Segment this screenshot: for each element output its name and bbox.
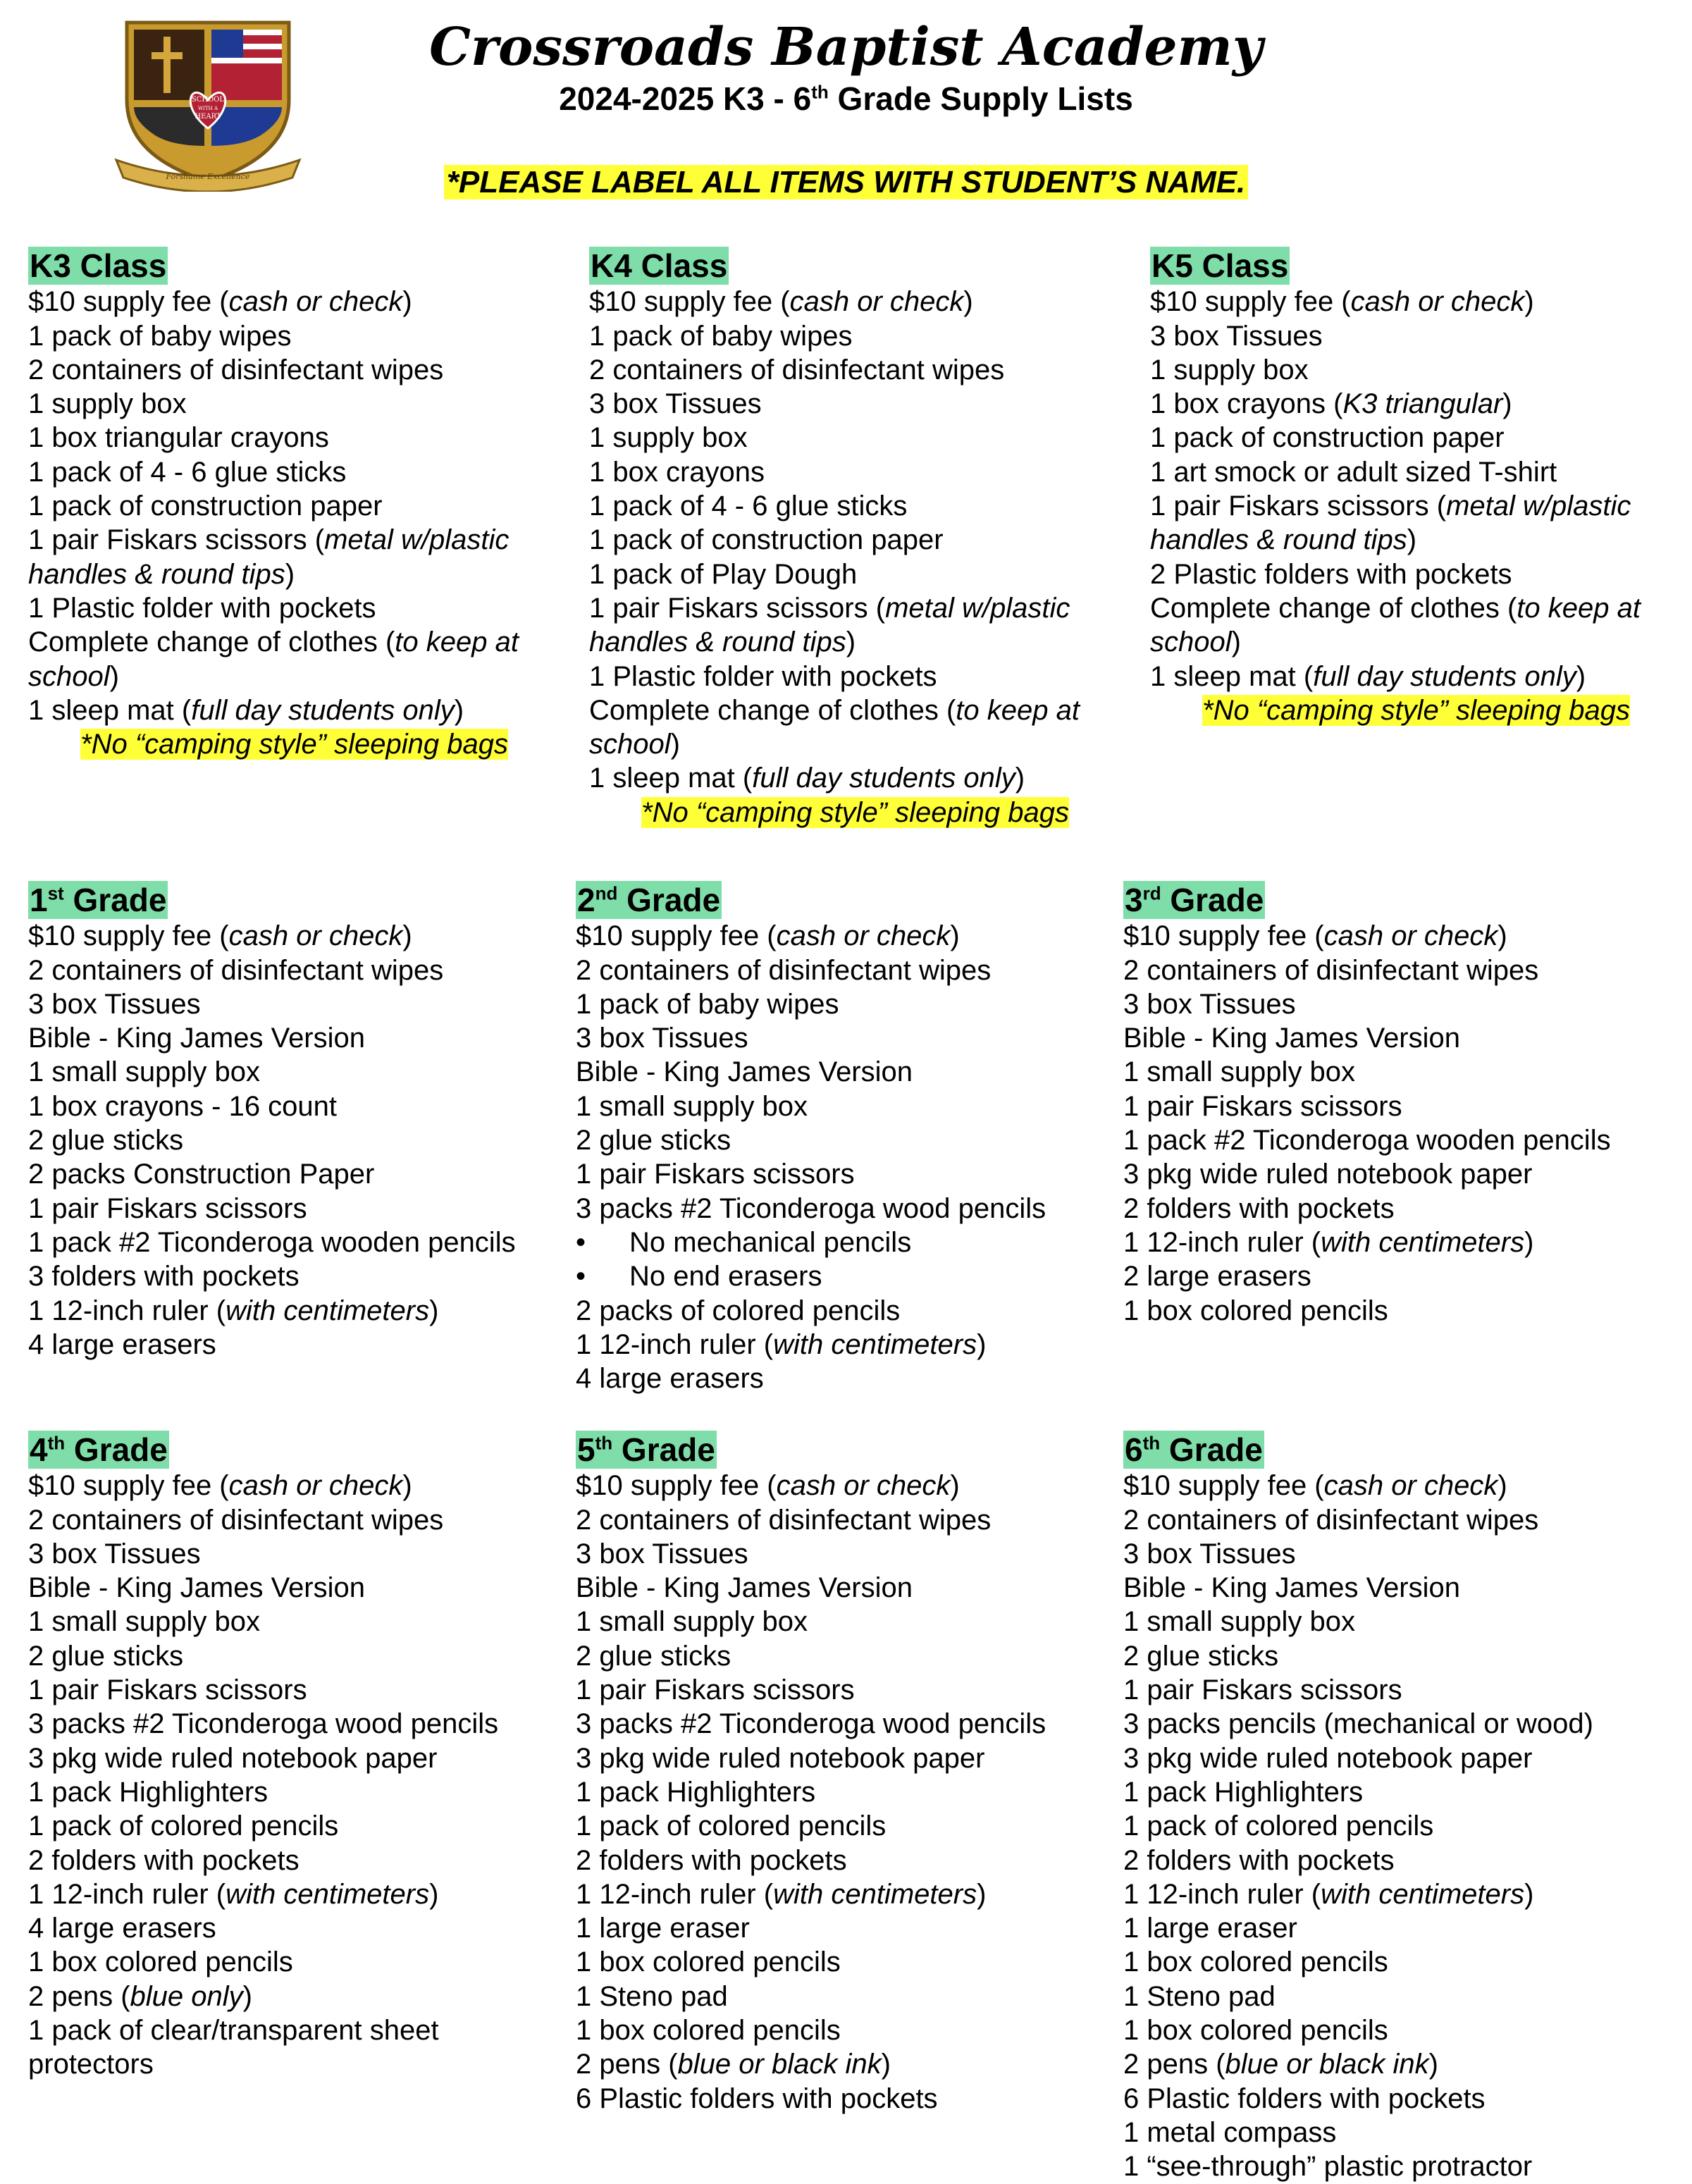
supply-item: 1 sleep mat (full day students only) [589,763,1025,794]
supply-item: 1 supply box [589,422,748,454]
supply-item: 2 folders with pockets [576,1844,847,1876]
supply-item: 1 12-inch ruler (with centimeters) [28,1878,439,1910]
supply-item: 1 pack of construction paper [589,524,944,556]
k5-heading: K5 Class [1151,247,1289,284]
supply-item: 1 pack of Play Dough [589,558,858,590]
logo-text-with: WITH A [197,106,218,111]
supply-item: Complete change of clothes (to keep at [589,694,1080,726]
supply-item: 1 box triangular crayons [28,422,329,454]
k5-sleeping-bag-note: *No “camping style” sleeping bags [1202,694,1630,726]
supply-item: 2 packs of colored pencils [576,1295,901,1326]
supply-item: 1 Plastic folder with pockets [589,660,937,692]
supply-item: 1 Steno pad [1123,1980,1276,2012]
supply-item: protectors [28,2049,154,2080]
supply-item: 2 glue sticks [1123,1640,1279,1672]
k3-heading: K3 Class [30,247,167,284]
supply-item: 2 containers of disinfectant wipes [28,954,444,986]
supply-item: handles & round tips) [28,558,295,590]
supply-item: 1 small supply box [576,1090,808,1122]
supply-item: 3 pkg wide ruled notebook paper [28,1742,438,1774]
supply-item: 1 small supply box [28,1606,261,1638]
supply-item: 2 folders with pockets [1123,1844,1395,1876]
grade-2-list [576,881,1111,1395]
supply-item: 1 pack of construction paper [1150,422,1505,454]
supply-item: 2 glue sticks [576,1640,731,1672]
supply-item: 1 pair Fiskars scissors [1123,1674,1402,1706]
supply-item: 2 folders with pockets [1123,1192,1395,1224]
grade-6-heading: 6th Grade [1125,1431,1263,1468]
supply-item: 1 box colored pencils [28,1947,293,1978]
supply-item: 2 containers of disinfectant wipes [576,1504,992,1536]
supply-item: 1 small supply box [1123,1056,1356,1088]
supply-item: 1 pair Fiskars scissors [1123,1090,1402,1122]
supply-item: 1 pair Fiskars scissors [28,1192,307,1224]
supply-item: 1 pack of colored pencils [576,1810,887,1842]
k3-sleeping-bag-note: *No “camping style” sleeping bags [80,729,508,760]
supply-item: • No end erasers [576,1261,822,1292]
label-items-notice: *PLEASE LABEL ALL ITEMS WITH STUDENT’S NAME. [0,164,1692,202]
supply-item: school) [28,660,119,692]
supply-item: 4 large erasers [28,1328,216,1360]
school-name: Crossroads Baptist Academy [429,17,1263,78]
supply-item: 1 pack of construction paper [28,491,383,522]
supply-item: 1 large eraser [1123,1913,1297,1944]
supply-item: 1 box colored pencils [576,1947,841,1978]
grade-4-heading: 4th Grade [30,1431,168,1468]
supply-item: 3 packs #2 Ticonderoga wood pencils [576,1708,1046,1740]
supply-item: 1 Steno pad [576,1980,728,2012]
grade-4-list [28,1431,564,2082]
supply-item: 1 12-inch ruler (with centimeters) [1123,1226,1534,1258]
grade-5-heading: 5th Grade [577,1431,715,1468]
supply-item: 1 large eraser [576,1913,750,1944]
supply-item: 1 12-inch ruler (with centimeters) [576,1328,987,1360]
supply-item: 1 pack of baby wipes [28,320,292,352]
supply-item: $10 supply fee (cash or check) [1123,920,1507,952]
supply-item: $10 supply fee (cash or check) [1150,286,1534,318]
grade-1-heading: 1st Grade [30,882,167,918]
supply-item: school) [589,729,680,760]
supply-item: 4 large erasers [576,1363,764,1395]
supply-item: $10 supply fee (cash or check) [576,1470,960,1502]
supply-item: 1 pair Fiskars scissors [28,1674,307,1706]
supply-item: 2 pens (blue or black ink) [1123,2049,1438,2080]
supply-item: 1 box crayons - 16 count [28,1090,338,1122]
supply-item: 1 art smock or adult sized T-shirt [1150,456,1557,488]
supply-list-subtitle: 2024-2025 K3 - 6th Grade Supply Lists [559,80,1133,117]
supply-item: 4 large erasers [28,1913,216,1944]
supply-item: 1 box colored pencils [576,2015,841,2047]
supply-item: 2 containers of disinfectant wipes [1123,1504,1539,1536]
supply-item: 1 pack Highlighters [28,1776,268,1808]
supply-item: Bible - King James Version [576,1572,913,1604]
supply-item: 1 Plastic folder with pockets [28,592,376,624]
supply-item: 3 packs #2 Ticonderoga wood pencils [576,1192,1046,1224]
supply-item: Bible - King James Version [1123,1572,1461,1604]
supply-item: 6 Plastic folders with pockets [1123,2083,1486,2114]
grade-5-list [576,1431,1111,2116]
supply-item: $10 supply fee (cash or check) [28,286,412,318]
supply-item: 1 pair Fiskars scissors (metal w/plastic [28,524,510,556]
k4-class-list [589,247,1125,829]
supply-item: 3 packs #2 Ticonderoga wood pencils [28,1708,499,1740]
grade-3-heading: 3rd Grade [1125,882,1264,918]
supply-item: 1 small supply box [576,1606,808,1638]
supply-item: 1 pack Highlighters [1123,1776,1364,1808]
supply-item: 3 box Tissues [576,1023,748,1054]
supply-item: 1 pack of baby wipes [576,988,839,1020]
supply-item: 1 box colored pencils [1123,2015,1388,2047]
supply-item: 2 glue sticks [576,1125,731,1156]
supply-item: Complete change of clothes (to keep at [28,627,519,658]
supply-item: 2 folders with pockets [28,1844,300,1876]
supply-item: $10 supply fee (cash or check) [1123,1470,1507,1502]
supply-item: 1 small supply box [1123,1606,1356,1638]
supply-item: 2 containers of disinfectant wipes [589,354,1005,385]
k3-class-list [28,247,550,761]
supply-item: 1 supply box [1150,354,1309,385]
supply-item: 2 containers of disinfectant wipes [28,1504,444,1536]
supply-item: 2 containers of disinfectant wipes [1123,954,1539,986]
supply-item: 3 box Tissues [576,1538,748,1569]
supply-item: 1 pack of 4 - 6 glue sticks [589,491,908,522]
supply-item: $10 supply fee (cash or check) [576,920,960,952]
supply-item: 1 12-inch ruler (with centimeters) [28,1295,439,1326]
supply-item: 1 pair Fiskars scissors [576,1159,855,1190]
supply-item: 3 box Tissues [28,988,201,1020]
supply-item: • No mechanical pencils [576,1226,912,1258]
supply-item: 1 box colored pencils [1123,1947,1388,1978]
supply-item: 2 Plastic folders with pockets [1150,558,1512,590]
supply-item: 3 box Tissues [1123,1538,1296,1569]
supply-item: 3 pkg wide ruled notebook paper [1123,1159,1533,1190]
grade-3-list [1123,881,1673,1328]
supply-item: 2 pens (blue only) [28,1980,252,2012]
supply-item: $10 supply fee (cash or check) [28,1470,412,1502]
supply-item: 2 packs Construction Paper [28,1159,375,1190]
supply-item: 1 box colored pencils [1123,1295,1388,1326]
supply-item: 1 pair Fiskars scissors [576,1674,855,1706]
supply-item: $10 supply fee (cash or check) [589,286,973,318]
supply-item: Bible - King James Version [576,1056,913,1088]
supply-item: 3 box Tissues [589,388,762,420]
supply-item: 2 glue sticks [28,1125,184,1156]
supply-item: 1 pack of 4 - 6 glue sticks [28,456,347,488]
supply-item: 1 pack Highlighters [576,1776,816,1808]
supply-item: 3 folders with pockets [28,1261,300,1292]
supply-item: 1 sleep mat (full day students only) [28,694,464,726]
supply-item: 6 Plastic folders with pockets [576,2083,938,2114]
supply-item: 1 12-inch ruler (with centimeters) [576,1878,987,1910]
supply-item: 2 containers of disinfectant wipes [576,954,992,986]
supply-item: 1 box crayons [589,456,765,488]
grade-6-list [1123,1431,1673,2184]
supply-item: 3 packs pencils (mechanical or wood) [1123,1708,1593,1740]
k4-sleeping-bag-note: *No “camping style” sleeping bags [641,796,1069,828]
logo-text-school: SCHOOL [191,96,225,104]
supply-item: 2 large erasers [1123,1261,1311,1292]
logo-text-heart: HEART [194,113,221,121]
supply-item: 1 pair Fiskars scissors (metal w/plastic [589,592,1070,624]
supply-item: 1 pack of colored pencils [28,1810,339,1842]
supply-item: Bible - King James Version [28,1572,366,1604]
supply-item: 2 glue sticks [28,1640,184,1672]
supply-item: 1 supply box [28,388,187,420]
supply-item: 2 pens (blue or black ink) [576,2049,891,2080]
supply-item: 3 box Tissues [1150,320,1323,352]
supply-item: 2 containers of disinfectant wipes [28,354,444,385]
supply-item: 1 sleep mat (full day students only) [1150,660,1586,692]
supply-item: 3 box Tissues [1123,988,1296,1020]
supply-item: 1 pack of colored pencils [1123,1810,1434,1842]
supply-item: 3 pkg wide ruled notebook paper [576,1742,985,1774]
supply-item: 1 “see-through” plastic protractor [1123,2151,1533,2183]
supply-item: school) [1150,627,1241,658]
supply-item: 1 pair Fiskars scissors (metal w/plastic [1150,491,1631,522]
supply-item: Complete change of clothes (to keep at [1150,592,1641,624]
supply-item: 3 box Tissues [28,1538,201,1569]
supply-item: Bible - King James Version [1123,1023,1461,1054]
supply-item: handles & round tips) [589,627,856,658]
supply-item: 1 12-inch ruler (with centimeters) [1123,1878,1534,1910]
supply-item: 1 metal compass [1123,2116,1337,2148]
supply-item: 1 pack of baby wipes [589,320,853,352]
supply-item: 1 pack of clear/transparent sheet [28,2015,439,2047]
supply-item: Bible - King James Version [28,1023,366,1054]
supply-item: handles & round tips) [1150,524,1417,556]
k4-heading: K4 Class [591,247,728,284]
supply-item: $10 supply fee (cash or check) [28,920,412,952]
supply-item: 1 pack #2 Ticonderoga wooden pencils [28,1226,516,1258]
supply-item: 3 pkg wide ruled notebook paper [1123,1742,1533,1774]
k5-class-list [1150,247,1686,727]
supply-item: 1 box crayons (K3 triangular) [1150,388,1512,420]
supply-item: 1 pack #2 Ticonderoga wooden pencils [1123,1125,1611,1156]
grade-1-list [28,881,564,1362]
supply-item: 1 small supply box [28,1056,261,1088]
logo-motto: Forshame Excellence [166,172,250,181]
grade-2-heading: 2nd Grade [577,882,721,918]
